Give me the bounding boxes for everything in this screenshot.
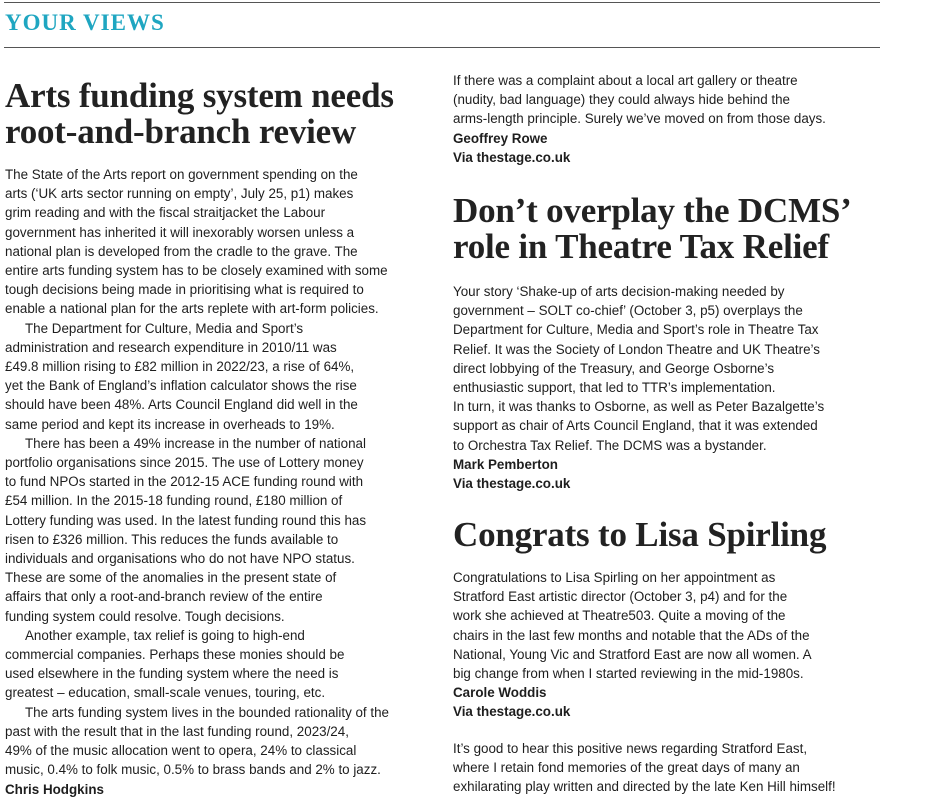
letter1-paragraph: The Department for Culture, Media and Sport’s administration and research expenditure in 2010/11 was £49.8 million rising to £82 million in 2022/23, a rise of 64%, yet the Bank of England’s inflation calculator shows the rise should have been 48%. Arts Council England did well in the same period and kept its increase in overheads to 19%. [5, 320, 358, 432]
letter3-headline: Congrats to Lisa Spirling [453, 515, 827, 554]
letter2-paragraph: In turn, it was thanks to Osborne, as well as Peter Bazalgette’s support as chair of Arts Council England, that it was extended to Orchestra Tax Relief. The DCMS was a bystander. [453, 399, 825, 453]
letter4-body [453, 739, 893, 797]
letter1-paragraph: The arts funding system lives in the bounded rationality of the past with the result that in the last funding round, 2023/24, 49% of the music allocation went to opera, 24% to classical music, 0.4% to folk music, 0.5% to brass bands and 2% to jazz. [5, 704, 389, 778]
letter1b-author: Geoffrey Rowe [453, 130, 548, 146]
letter2-via: Via thestage.co.uk [453, 476, 571, 492]
letter1b-via: Via thestage.co.uk [453, 149, 571, 165]
letter3-text: Congratulations to Lisa Spirling on her appointment as Stratford East artistic director (October 3, p4) and for the work she achieved at Theatre503. Quite a moving of the chairs in the last few months and notable that the ADs of the National, Young Vic and Stratford East are now all women. A big change from when I started reviewing in the mid-1980s. [453, 570, 812, 682]
letter1-body [5, 165, 445, 799]
letter2-author: Mark Pemberton [453, 456, 558, 472]
letter2-paragraph: Your story ‘Shake-up of arts decision-making needed by government – SOLT co-chief’ (October 3, p5) overplays the Department for Culture, Media and Sport’s role in Theatre Tax Relief. It was the Society of London Theatre and UK Theatre’s direct lobbying of the Treasury, and George Osborne’s enthusiastic support, that led to TTR’s implementation. [453, 284, 820, 396]
section-rule [4, 47, 880, 48]
letter1-author: Chris Hodgkins [5, 781, 104, 797]
top-rule [4, 2, 880, 3]
section-label: YOUR VIEWS [5, 10, 165, 35]
letter1-paragraph: The State of the Arts report on government spending on the arts (‘UK arts sector running on empty’, July 25, p1) makes grim reading and with the fiscal straitjacket the Labour government has inherited it will inexorably worsen unless a national plan is developed from the cradle to the grave. The entire arts funding system has to be closely examined with some tough decisions being made in prioritising what is required to enable a national plan for the arts replete with art-form policies. [5, 167, 388, 317]
letter2-headline: Don’t overplay the DCMS’ role in Theatre Tax Relief [453, 191, 852, 266]
letter1b-body [453, 71, 893, 167]
letter3-via: Via thestage.co.uk [453, 704, 571, 720]
letter3-body [453, 568, 893, 722]
letter1-paragraph: There has been a 49% increase in the number of national portfolio organisations since 2015. The use of Lottery money to fund NPOs started in the 2012-15 ACE funding round with £54 million. In the 2015-18 funding round, £180 million of Lottery funding was used. In the latest funding round this has risen to £326 million. This reduces the funds available to individuals and organisations who do not have NPO status. These are some of the anomalies in the present state of affairs that only a root-and-branch review of the entire funding system could resolve. Tough decisions. [5, 435, 367, 624]
letter2-body [453, 282, 893, 493]
letter1-headline: Arts funding system needs root-and-branch review [5, 76, 394, 151]
letter1-paragraph: Another example, tax relief is going to high-end commercial companies. Perhaps these monies should be used elsewhere in the funding system where the need is greatest – education, small-scale venues, touring, etc. [5, 627, 345, 701]
letter4-text: It’s good to hear this positive news regarding Stratford East, where I retain fond memories of the great days of many an exhilarating play written and directed by the late Ken Hill himself! [453, 741, 836, 795]
letter3-author: Carole Woddis [453, 685, 547, 701]
letter1b-text: If there was a complaint about a local art gallery or theatre (nudity, bad language) they could always hide behind the arms-length principle. Surely we’ve moved on from those days. [453, 73, 826, 127]
